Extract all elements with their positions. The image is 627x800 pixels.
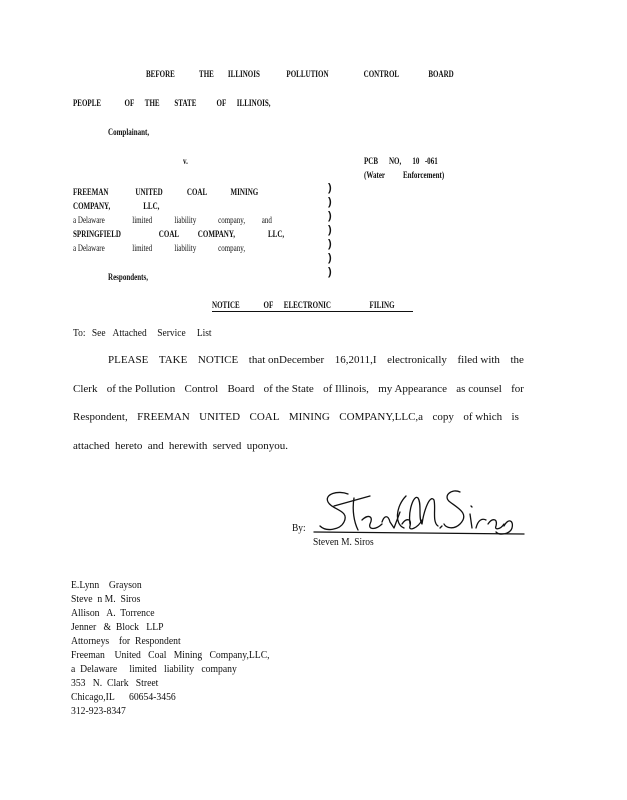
board-heading — [146, 69, 454, 79]
defendant-word: LLC, — [268, 229, 285, 239]
address-line: Steve n M. Siros — [71, 593, 141, 605]
paragraph-word: of the State — [263, 383, 314, 395]
to-word: To: — [73, 327, 86, 339]
paragraph-word: MINING — [288, 411, 330, 423]
defendant-word: COAL — [158, 229, 180, 239]
case-type — [364, 170, 444, 180]
defendant-word: company, — [218, 243, 246, 253]
address-block — [71, 578, 270, 718]
paragraph-word: the — [510, 354, 524, 366]
plaintiff-word: OF — [124, 98, 135, 108]
paragraph-word: my Appearance — [378, 383, 447, 395]
heading-word: BEFORE — [146, 69, 175, 79]
to-word: List — [196, 327, 212, 339]
defendant-word: MINING — [230, 187, 259, 197]
defendant-word: and — [261, 215, 272, 225]
paragraph-word: of which — [463, 411, 503, 423]
defendant-word: COMPANY, — [73, 201, 111, 211]
paragraph-word: uponyou. — [246, 440, 288, 452]
paragraph-word: is — [511, 411, 519, 423]
defendant-word: LLC, — [143, 201, 160, 211]
paragraph-word: of the Pollution — [106, 383, 176, 395]
paragraph-line-4 — [73, 440, 288, 452]
defendant-word: a Delaware — [73, 215, 105, 225]
heading-word: ILLINOIS — [227, 69, 260, 79]
case-word: NO, — [388, 156, 402, 166]
address-line: Freeman United Coal Mining Company,LLC, — [71, 649, 270, 661]
title-word: OF — [263, 300, 274, 310]
paragraph-word: UNITED — [199, 411, 241, 423]
address-line: E.Lynn Grayson — [71, 579, 142, 591]
defendant-word: COMPANY, — [197, 229, 236, 239]
by-label: By: — [292, 522, 306, 534]
to-word: Attached — [112, 327, 147, 339]
notice-title-underline — [212, 311, 413, 312]
defendant-word: UNITED — [135, 187, 163, 197]
plaintiff-word: PEOPLE — [73, 98, 102, 108]
defendant-word: limited — [132, 215, 153, 225]
versus-label: v. — [183, 156, 188, 166]
address-line: Jenner & Block LLP — [71, 621, 164, 633]
respondents-label: Respondents, — [108, 272, 148, 282]
plaintiff-line — [73, 98, 271, 108]
defendant-word: a Delaware — [73, 243, 105, 253]
defendant-word: liability — [174, 215, 197, 225]
paragraph-line-1 — [108, 354, 524, 366]
paragraph-line-2 — [73, 383, 524, 395]
paragraph-word: and — [147, 440, 164, 452]
paragraph-word: FREEMAN — [137, 411, 190, 423]
paragraph-word: TAKE — [158, 354, 188, 366]
defendant-word: COAL — [186, 187, 208, 197]
heading-word: POLLUTION — [286, 69, 329, 79]
defendant-word: company, — [218, 215, 246, 225]
defendant-word: limited — [132, 243, 153, 253]
defendant-word: FREEMAN — [73, 187, 109, 197]
paragraph-word: copy — [432, 411, 454, 423]
paragraph-word: PLEASE — [108, 354, 149, 366]
case-word: 10 — [412, 156, 420, 166]
paragraph-word: electronically — [387, 354, 447, 366]
plaintiff-word: STATE — [174, 98, 197, 108]
paragraph-word: Control — [184, 383, 219, 395]
paragraph-word: COAL — [249, 411, 280, 423]
address-line: 312-923-8347 — [71, 705, 126, 717]
case-number — [364, 156, 438, 166]
defendant-word: SPRINGFIELD — [73, 229, 121, 239]
address-line: Attorneys for Respondent — [71, 635, 181, 647]
address-line: Chicago,IL 60654-3456 — [71, 691, 176, 703]
plaintiff-word: OF — [216, 98, 227, 108]
paragraph-line-3 — [73, 411, 519, 423]
defendant-line-5 — [73, 243, 245, 253]
defendant-line-3 — [73, 215, 272, 225]
paragraph-word: herewith — [168, 440, 208, 452]
to-word: See — [91, 327, 106, 339]
paragraph-word: as counsel — [456, 383, 502, 395]
paragraph-word: COMPANY,LLC,a — [339, 411, 424, 423]
address-line: a Delaware limited liability company — [71, 663, 237, 675]
paragraph-word: served — [212, 440, 242, 452]
paragraph-word: NOTICE — [197, 354, 239, 366]
handwritten-signature — [310, 484, 530, 544]
title-word: ELECTRONIC — [283, 300, 331, 310]
paragraph-word: hereto — [114, 440, 143, 452]
signer-name: Steven M. Siros — [313, 536, 374, 548]
paragraph-word: Clerk — [73, 383, 98, 395]
case-word: PCB — [364, 156, 379, 166]
paragraph-word: filed with — [457, 354, 500, 366]
heading-word: CONTROL — [363, 69, 400, 79]
notice-title — [212, 300, 395, 310]
address-line: 353 N. Clark Street — [71, 677, 159, 689]
paragraph-word: Board — [227, 383, 255, 395]
to-line — [73, 327, 212, 339]
caption-bracket: ) ) ) ) ) ) ) — [328, 182, 332, 278]
heading-word: BOARD — [428, 69, 454, 79]
paragraph-word: 16,2011,I — [334, 354, 377, 366]
title-word: FILING — [369, 300, 395, 310]
defendant-word: liability — [174, 243, 197, 253]
defendant-line-1 — [73, 187, 258, 197]
paragraph-word: Respondent, — [73, 411, 128, 423]
defendant-line-4 — [73, 229, 284, 239]
defendant-line-2 — [73, 201, 159, 211]
case-type-word: (Water — [364, 170, 386, 180]
paragraph-word: of Illinois, — [323, 383, 369, 395]
to-word: Service — [157, 327, 186, 339]
plaintiff-word: THE — [144, 98, 160, 108]
paragraph-word: attached — [73, 440, 110, 452]
paragraph-word: that onDecember — [248, 354, 325, 366]
title-word: NOTICE — [212, 300, 240, 310]
paragraph-word: for — [511, 383, 524, 395]
address-line: Allison A. Torrence — [71, 607, 155, 619]
case-type-word: Enforcement) — [403, 170, 445, 180]
heading-word: THE — [199, 69, 214, 79]
plaintiff-word: ILLINOIS, — [236, 98, 271, 108]
case-word: -061 — [424, 156, 438, 166]
complainant-label: Complainant, — [108, 127, 150, 137]
